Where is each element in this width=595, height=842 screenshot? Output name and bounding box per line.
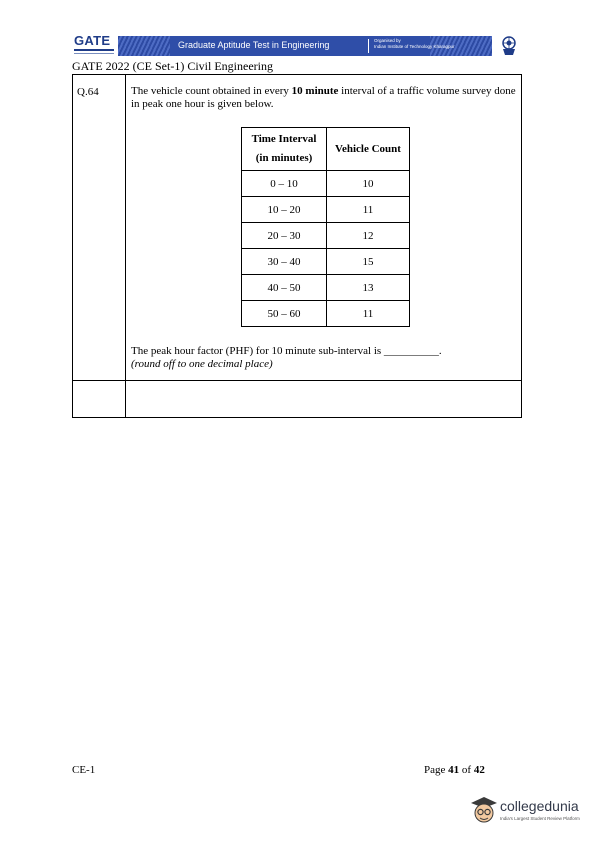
header-vehicle-count: Vehicle Count [327,128,410,171]
column-divider [125,75,126,417]
count-cell: 13 [327,275,410,301]
banner-divider [368,39,369,53]
interval-cell: 50 – 60 [242,301,327,327]
mascot-icon [470,796,498,826]
intro-text-a: The vehicle count obtained in every [131,85,292,97]
count-cell: 12 [327,223,410,249]
logo-underline-thin [74,53,114,54]
iit-emblem-icon [496,33,522,59]
question-prompt-block [131,345,521,371]
page-total: 42 [473,764,485,776]
question-prompt: The peak hour factor (PHF) for 10 minute sub-interval is __________. [131,345,442,357]
rounding-instruction: (round off to one decimal place) [131,358,273,370]
interval-cell: 0 – 10 [242,171,327,197]
organizer-info [374,38,494,50]
page-mid: of [459,764,474,776]
intro-text-b: interval of a traffic volume survey done in peak one hour is given below. [131,85,516,110]
header-time-line1: Time Interval [251,133,317,145]
interval-cell: 30 – 40 [242,249,327,275]
organizer-line2: Indian Institute of Technology Kharagpur [374,44,455,49]
subject-line: GATE 2022 (CE Set-1) Civil Engineering [72,59,273,73]
interval-cell: 10 – 20 [242,197,327,223]
table-row [242,171,410,197]
header-time-line2: (in minutes) [255,152,313,164]
count-cell: 15 [327,249,410,275]
footer-paper-code: CE-1 [72,764,96,776]
question-box [72,74,522,418]
count-cell: 11 [327,197,410,223]
organizer-line1: Organised by [374,38,401,43]
header-banner [72,33,522,59]
table-row [242,275,410,301]
question-intro [131,85,521,111]
question-number: Q.64 [77,86,99,98]
vehicle-count-table [241,127,410,327]
interval-cell: 20 – 30 [242,223,327,249]
page-current: 41 [448,764,460,776]
intro-text-bold: 10 minute [291,85,339,97]
count-cell: 10 [327,171,410,197]
count-cell: 11 [327,301,410,327]
table-row [242,249,410,275]
row-divider [73,380,521,381]
gate-logo-text: GATE [74,33,111,48]
header-time-interval [242,128,327,171]
table-row [242,197,410,223]
footer-page-number [424,764,485,776]
table-header-row [242,128,410,171]
interval-cell: 40 – 50 [242,275,327,301]
page-prefix: Page [424,764,449,776]
collegedunia-logo [470,796,580,830]
banner-title: Graduate Aptitude Test in Engineering [178,40,330,50]
brand-name: collegedunia [500,798,579,814]
table-row [242,301,410,327]
brand-tagline: India's Largest Student Review Platform [500,816,580,821]
gate-logo [72,33,118,59]
table-row [242,223,410,249]
banner-bar [118,36,492,56]
logo-underline [74,49,114,51]
